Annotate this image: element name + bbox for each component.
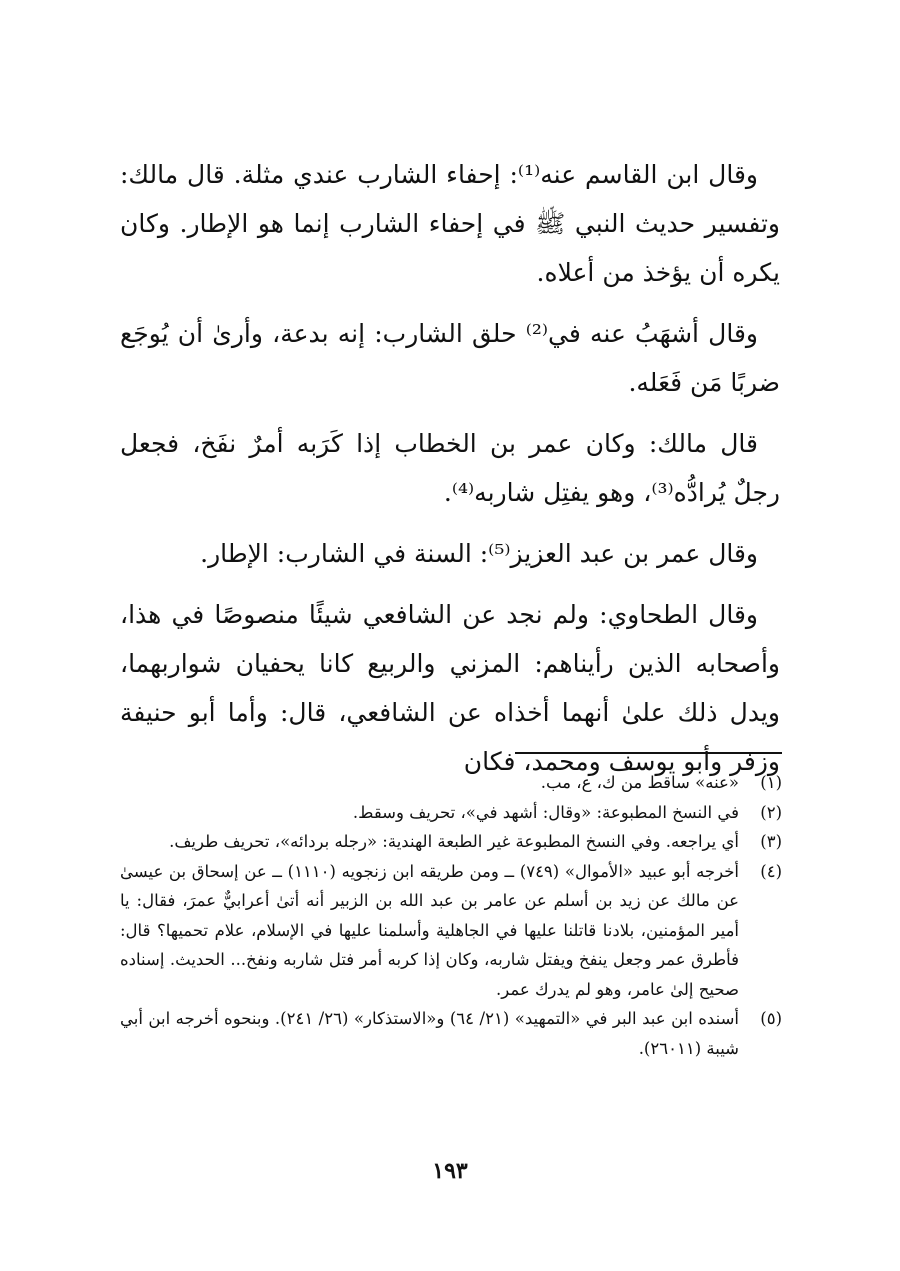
- footnote: [120, 857, 782, 1005]
- footnote-number: (١): [760, 773, 782, 792]
- footnote-number: (٤): [760, 861, 782, 881]
- paragraph-4: وقال عمر بن عبد العزيز⁽⁵⁾: السنة في الشارب: الإطار.: [200, 539, 758, 568]
- footnote-text: في النسخ المطبوعة: «وقال: أشهد في»، تحريف وسقط.: [352, 802, 739, 822]
- footnote-number: (٢): [760, 802, 782, 822]
- footnote: [120, 1004, 782, 1063]
- paragraph-3: قال مالك: وكان عمر بن الخطاب إذا كَرَبه أمرٌ نفَخ، فجعل رجلٌ يُرادُّه⁽³⁾، وهو يفتِل شاربه⁽⁴⁾.: [120, 429, 780, 507]
- footnote-text: أي يراجعه. وفي النسخ المطبوعة غير الطبعة الهندية: «رجله بردائه»، تحريف طريف.: [169, 832, 739, 851]
- main-text: [120, 150, 780, 798]
- footnote-text: أسنده ابن عبد البر في «التمهيد» (٢١/ ٦٤) و«الاستذكار» (٢٦/ ٢٤١). وبنحوه أخرجه ابن أبي شيبة (٢٦٠١١).: [120, 1009, 739, 1058]
- footnote: [120, 798, 782, 828]
- footnote-text: «عنه» ساقط من ك، ع، مب.: [540, 773, 739, 792]
- footnote: [120, 768, 782, 798]
- page-number: ١٩٣: [432, 1158, 468, 1184]
- footnote-separator: [515, 752, 782, 754]
- footnote: [120, 827, 782, 857]
- footnotes: [120, 768, 782, 1063]
- paragraph-5: وقال الطحاوي: ولم نجد عن الشافعي شيئًا منصوصًا في هذا، وأصحابه الذين رأيناهم: المزني والربيع كانا يحفيان شواربهما، ويدل ذلك علىٰ أنهما أخذاه عن الشافعي، قال: وأما أبو حنيفة وزفر وأبو يوسف ومحمد، فكان: [120, 600, 780, 776]
- paragraph-1: وقال ابن القاسم عنه⁽¹⁾: إحفاء الشارب عندي مثلة. قال مالك: وتفسير حديث النبي ﷺ في إحفاء الشارب إنما هو الإطار. وكان يكره أن يؤخذ من أعلاه.: [120, 160, 780, 287]
- paragraph-2: وقال أشهَبُ عنه في⁽²⁾ حلق الشارب: إنه بدعة، وأرىٰ أن يُوجَع ضربًا مَن فَعَله.: [120, 319, 780, 397]
- footnote-number: (٥): [760, 1009, 782, 1028]
- footnote-text: أخرجه أبو عبيد «الأموال» (٧٤٩) ــ ومن طريقه ابن زنجويه (١١١٠) ــ عن إسحاق بن عيسىٰ عن مالك عن زيد بن أسلم عن عامر بن عبد الله بن الزبير أنه أتىٰ أعرابيٌّ عمرَ، فقال: يا أمير المؤمنين، بلادنا قاتلنا عليها في الجاهلية وأسلمنا عليها في الإسلام، علام تحميها؟ قال: فأطرق عمر وجعل ينفخ ويفتل شاربه، وكان إذا كربه أمر فتل شاربه ونفخ... الحديث. إسناده صحيح إلىٰ عامر، وهو لم يدرك عمر.: [120, 861, 740, 999]
- footnote-number: (٣): [760, 832, 782, 851]
